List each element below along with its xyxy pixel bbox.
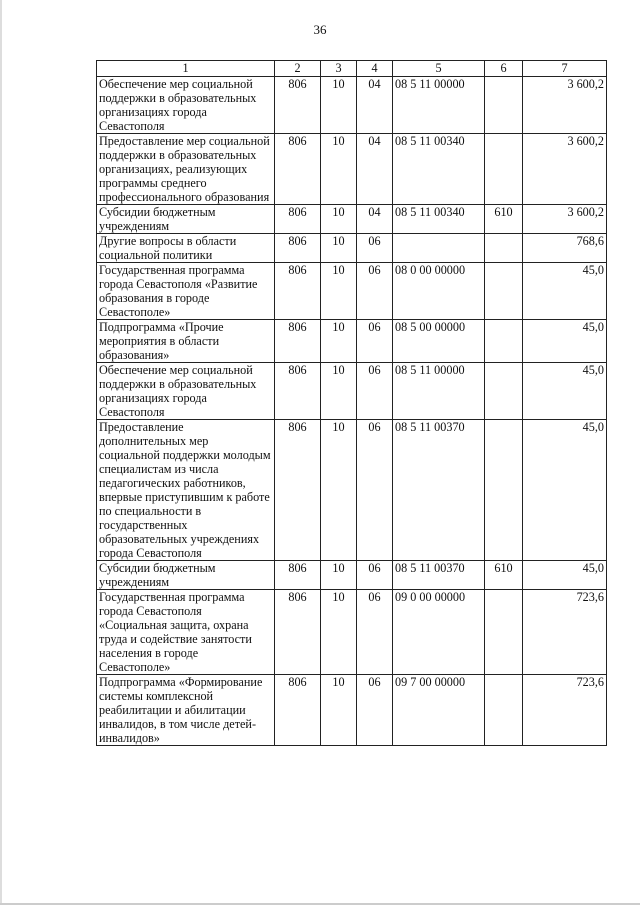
row-col-5: 08 5 11 00370 (393, 561, 485, 590)
table-row (97, 263, 607, 320)
row-col-4: 06 (357, 675, 393, 746)
row-col-5: 08 5 00 00000 (393, 320, 485, 363)
row-col-5: 08 5 11 00370 (393, 420, 485, 561)
row-col-4: 06 (357, 420, 393, 561)
header-col-4: 4 (357, 61, 393, 77)
table-row (97, 363, 607, 420)
row-col-4: 04 (357, 205, 393, 234)
row-col-6 (485, 363, 523, 420)
budget-table (96, 60, 607, 746)
row-col-4: 06 (357, 590, 393, 675)
row-col-4: 06 (357, 363, 393, 420)
row-amount: 45,0 (523, 561, 607, 590)
row-col-3: 10 (321, 420, 357, 561)
row-amount: 768,6 (523, 234, 607, 263)
row-col-2: 806 (275, 205, 321, 234)
row-col-5: 09 7 00 00000 (393, 675, 485, 746)
row-col-5: 08 5 11 00000 (393, 77, 485, 134)
row-col-4: 06 (357, 320, 393, 363)
row-col-4: 04 (357, 134, 393, 205)
row-col-2: 806 (275, 77, 321, 134)
row-col-3: 10 (321, 561, 357, 590)
row-col-2: 806 (275, 263, 321, 320)
row-col-3: 10 (321, 205, 357, 234)
header-col-2: 2 (275, 61, 321, 77)
row-name: Подпрограмма «Формирование системы комплексной реабилитации и абилитации инвалидов, в том числе детей-инвалидов» (97, 675, 275, 746)
row-name: Субсидии бюджетным учреждениям (97, 205, 275, 234)
row-col-2: 806 (275, 420, 321, 561)
scan-edge-left (0, 0, 2, 905)
row-name: Другие вопросы в области социальной политики (97, 234, 275, 263)
table-row (97, 420, 607, 561)
row-col-6 (485, 420, 523, 561)
row-amount: 45,0 (523, 320, 607, 363)
row-amount: 45,0 (523, 363, 607, 420)
row-col-6 (485, 234, 523, 263)
header-col-7: 7 (523, 61, 607, 77)
row-col-6 (485, 675, 523, 746)
row-col-6 (485, 263, 523, 320)
page-number: 36 (313, 22, 327, 37)
table-row (97, 675, 607, 746)
header-row (97, 61, 607, 77)
row-name: Предоставление дополнительных мер социальной поддержки молодым специалистам из числа педагогических работников, впервые приступившим к работе по специальности в государственных образовательных учреждениях города Севастополя (97, 420, 275, 561)
row-col-5: 08 5 11 00340 (393, 205, 485, 234)
row-name: Государственная программа города Севастополя «Развитие образования в городе Севастополе» (97, 263, 275, 320)
row-col-2: 806 (275, 590, 321, 675)
table-row (97, 590, 607, 675)
row-col-6 (485, 320, 523, 363)
header-col-6: 6 (485, 61, 523, 77)
row-col-5: 08 5 11 00340 (393, 134, 485, 205)
table-row (97, 77, 607, 134)
table-row (97, 205, 607, 234)
row-amount: 723,6 (523, 675, 607, 746)
row-col-3: 10 (321, 675, 357, 746)
row-col-3: 10 (321, 77, 357, 134)
row-col-3: 10 (321, 363, 357, 420)
row-col-2: 806 (275, 134, 321, 205)
row-col-2: 806 (275, 675, 321, 746)
table-row (97, 234, 607, 263)
row-col-3: 10 (321, 263, 357, 320)
row-col-2: 806 (275, 363, 321, 420)
row-col-2: 806 (275, 234, 321, 263)
row-col-5 (393, 234, 485, 263)
row-col-4: 06 (357, 561, 393, 590)
row-amount: 3 600,2 (523, 205, 607, 234)
row-col-6: 610 (485, 205, 523, 234)
row-col-6 (485, 77, 523, 134)
row-name: Государственная программа города Севастополя «Социальная защита, охрана труда и содействие занятости населения в городе Севастополе» (97, 590, 275, 675)
table-row (97, 320, 607, 363)
row-name: Предоставление мер социальной поддержки в образовательных организациях, реализующих программы среднего профессионального образования (97, 134, 275, 205)
table-row (97, 561, 607, 590)
row-col-3: 10 (321, 134, 357, 205)
header-col-1: 1 (97, 61, 275, 77)
row-col-6: 610 (485, 561, 523, 590)
row-name: Обеспечение мер социальной поддержки в образовательных организациях города Севастополя (97, 77, 275, 134)
row-col-2: 806 (275, 320, 321, 363)
row-amount: 3 600,2 (523, 134, 607, 205)
row-col-3: 10 (321, 320, 357, 363)
header-col-3: 3 (321, 61, 357, 77)
row-col-4: 06 (357, 234, 393, 263)
row-col-5: 09 0 00 00000 (393, 590, 485, 675)
row-col-6 (485, 590, 523, 675)
row-col-6 (485, 134, 523, 205)
row-name: Подпрограмма «Прочие мероприятия в области образования» (97, 320, 275, 363)
row-col-5: 08 0 00 00000 (393, 263, 485, 320)
row-name: Обеспечение мер социальной поддержки в образовательных организациях города Севастополя (97, 363, 275, 420)
row-amount: 723,6 (523, 590, 607, 675)
row-amount: 45,0 (523, 420, 607, 561)
header-col-5: 5 (393, 61, 485, 77)
row-col-3: 10 (321, 590, 357, 675)
row-amount: 3 600,2 (523, 77, 607, 134)
row-col-3: 10 (321, 234, 357, 263)
row-amount: 45,0 (523, 263, 607, 320)
row-col-4: 06 (357, 263, 393, 320)
row-name: Субсидии бюджетным учреждениям (97, 561, 275, 590)
table-row (97, 134, 607, 205)
row-col-2: 806 (275, 561, 321, 590)
row-col-4: 04 (357, 77, 393, 134)
row-col-5: 08 5 11 00000 (393, 363, 485, 420)
